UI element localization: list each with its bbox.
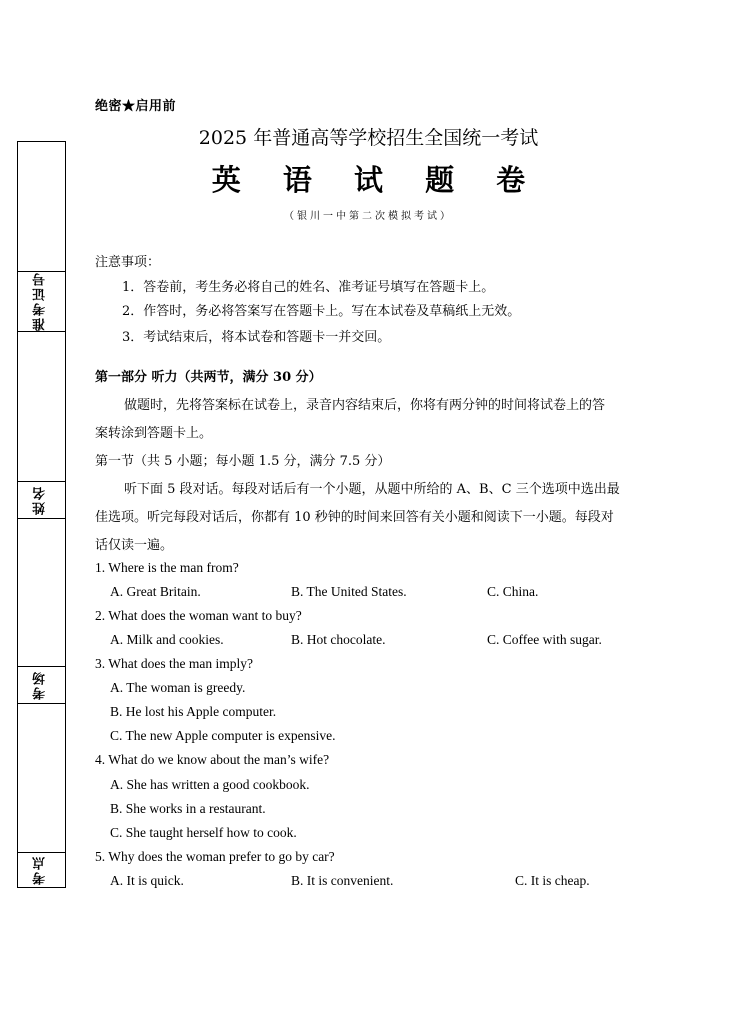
question-1: 1. Where is the man from? <box>95 560 239 575</box>
question-2: 2. What does the woman want to buy? <box>95 608 302 623</box>
strip-cell-exam-room <box>18 666 65 703</box>
q2-option-a: A. Milk and cookies. <box>110 632 224 647</box>
q3-option-c: C. The new Apple computer is expensive. <box>110 728 336 743</box>
q4-option-c: C. She taught herself how to cook. <box>110 825 297 840</box>
secret-mark: 绝密★启用前 <box>95 99 177 114</box>
strip-cell-ticket-number <box>18 271 65 331</box>
q5-option-a: A. It is quick. <box>110 873 184 888</box>
strip-divider <box>18 518 65 519</box>
notice-item: 1．答卷前，考生务必将自己的姓名、准考证号填写在答题卡上。 <box>122 280 495 295</box>
binding-strip <box>17 141 66 888</box>
part1-intro: 案转涂到答题卡上。 <box>95 426 213 441</box>
notice-item: 3．考试结束后，将本试卷和答题卡一并交回。 <box>122 330 391 345</box>
q1-option-c: C. China. <box>487 584 539 599</box>
q3-option-a: A. The woman is greedy. <box>110 680 246 695</box>
notice-item: 2．作答时，务必将答案写在答题卡上。写在本试卷及草稿纸上无效。 <box>122 304 521 319</box>
section1-intro: 话仅读一遍。 <box>95 538 174 553</box>
part1-intro: 做题时，先将答案标在试卷上，录音内容结束后，你将有两分钟的时间将试卷上的答 <box>124 398 606 413</box>
strip-cell-exam-site <box>18 852 65 888</box>
strip-label-ticket-number: 准考证号 <box>33 271 49 331</box>
q3-option-b: B. He lost his Apple computer. <box>110 704 277 719</box>
q1-option-b: B. The United States. <box>291 584 407 599</box>
section1-intro: 佳选项。听完每段对话后，你都有 10 秒钟的时间来回答有关小题和阅读下一小题。每段对 <box>95 510 614 525</box>
strip-divider <box>18 331 65 332</box>
paper-subtitle: （银川一中第二次模拟考试） <box>284 211 453 222</box>
strip-label-exam-site: 考点 <box>33 855 49 885</box>
strip-label-exam-room: 考场 <box>33 669 49 700</box>
q5-option-c: C. It is cheap. <box>515 873 590 888</box>
question-4: 4. What do we know about the man’s wife? <box>95 752 330 767</box>
q5-option-b: B. It is convenient. <box>291 873 394 888</box>
q4-option-a: A. She has written a good cookbook. <box>110 777 310 792</box>
paper-title: 英 语 试 题 卷 <box>211 163 542 197</box>
q1-option-a: A. Great Britain. <box>110 584 201 599</box>
exam-title: 2025 年普通高等学校招生全国统一考试 <box>198 127 539 149</box>
question-5: 5. Why does the woman prefer to go by car? <box>95 849 335 864</box>
section1-intro: 听下面 5 段对话。每段对话后有一个小题，从题中所给的 A、B、C 三个选项中选出最 <box>124 482 620 497</box>
notice-title: 注意事项： <box>95 255 161 270</box>
question-3: 3. What does the man imply? <box>95 656 253 671</box>
part1-title: 第一部分 听力（共两节，满分 30 分） <box>95 370 322 385</box>
strip-divider <box>18 703 65 704</box>
q4-option-b: B. She works in a restaurant. <box>110 801 266 816</box>
strip-cell-name <box>18 481 65 518</box>
section1-title: 第一节（共 5 小题；每小题 1.5 分，满分 7.5 分） <box>95 454 391 469</box>
strip-label-name: 姓名 <box>33 484 49 515</box>
q2-option-c: C. Coffee with sugar. <box>487 632 602 647</box>
q2-option-b: B. Hot chocolate. <box>291 632 386 647</box>
